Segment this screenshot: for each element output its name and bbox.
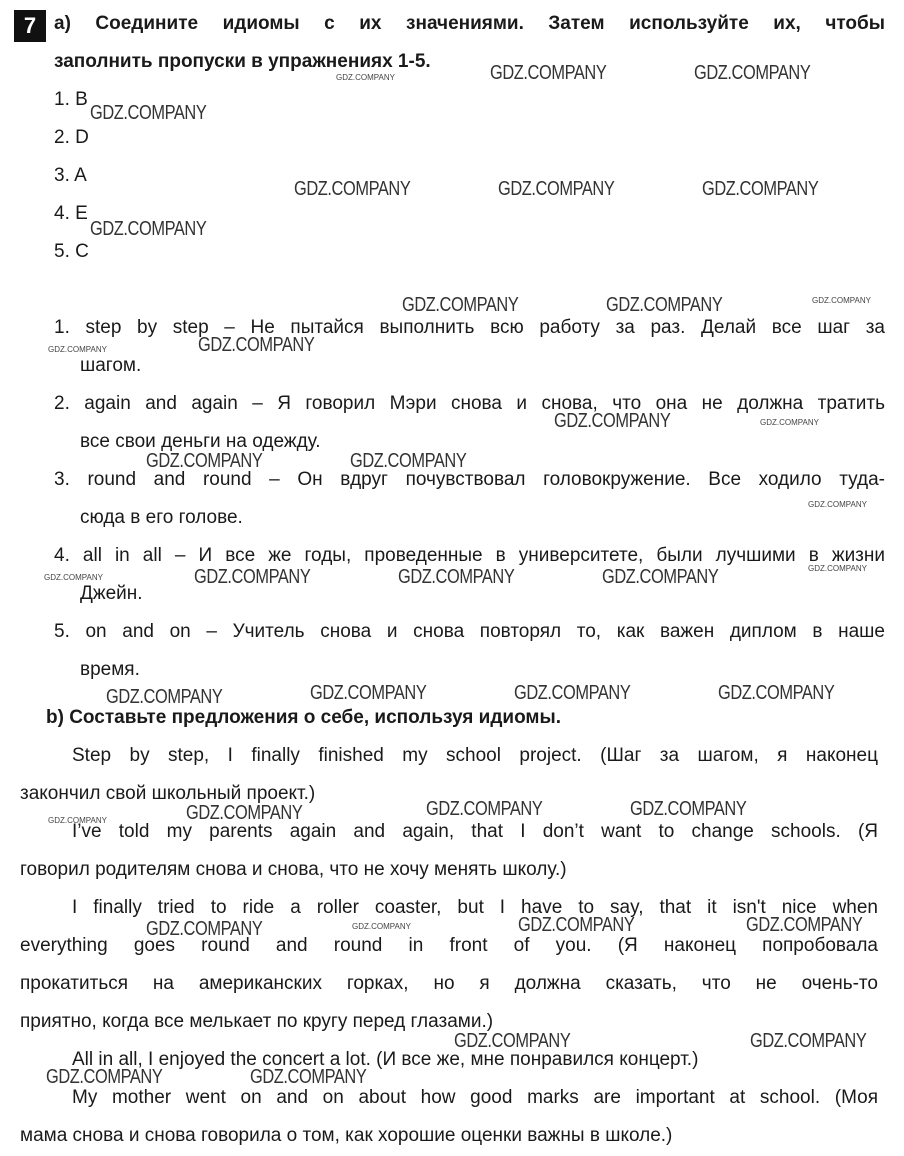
task-a-heading-line1: a) Соедините идиомы с их значениями. Затем используйте их, чтобы	[54, 13, 885, 34]
match-item: 5. C	[54, 241, 89, 262]
paragraph-line: закончил свой школьный проект.)	[20, 783, 316, 804]
match-item: 1. B	[54, 89, 88, 110]
task-a-heading-line2: заполнить пропуски в упражнениях 1-5.	[54, 51, 431, 72]
answer-line: сюда в его голове.	[80, 507, 243, 528]
watermark-small: GDZ.COMPANY	[812, 296, 871, 305]
watermark: GDZ.COMPANY	[194, 566, 311, 588]
watermark: GDZ.COMPANY	[718, 682, 835, 704]
match-item: 2. D	[54, 127, 89, 148]
watermark: GDZ.COMPANY	[606, 294, 723, 316]
paragraph-line: прокатиться на американских горках, но я должна сказать, что не очень-то	[20, 973, 878, 994]
paragraph-line: Step by step, I finally finished my school project. (Шаг за шагом, я наконец	[72, 745, 878, 766]
answer-line: 4. all in all – И все же годы, проведенные в университете, были лучшими в жизни	[54, 545, 885, 566]
answer-line: время.	[80, 659, 140, 680]
watermark: GDZ.COMPANY	[702, 178, 819, 200]
match-item: 4. E	[54, 203, 88, 224]
answer-line: 3. round and round – Он вдруг почувствовал головокружение. Все ходило туда-	[54, 469, 885, 490]
watermark-small: GDZ.COMPANY	[44, 573, 103, 582]
answer-line: Джейн.	[80, 583, 143, 604]
watermark: GDZ.COMPANY	[106, 686, 223, 708]
answer-line: все свои деньги на одежду.	[80, 431, 321, 452]
watermark: GDZ.COMPANY	[554, 410, 671, 432]
watermark: GDZ.COMPANY	[146, 450, 263, 472]
watermark: GDZ.COMPANY	[454, 1030, 571, 1052]
watermark: GDZ.COMPANY	[146, 918, 263, 940]
paragraph-line: everything goes round and round in front of you. (Я наконец попробовала	[20, 935, 878, 956]
watermark: GDZ.COMPANY	[90, 218, 207, 240]
watermark: GDZ.COMPANY	[490, 62, 607, 84]
watermark-small: GDZ.COMPANY	[48, 816, 107, 825]
watermark: GDZ.COMPANY	[198, 334, 315, 356]
watermark: GDZ.COMPANY	[46, 1066, 163, 1088]
paragraph-line: говорил родителям снова и снова, что не хочу менять школу.)	[20, 859, 567, 880]
paragraph-line: приятно, когда все мелькает по кругу перед глазами.)	[20, 1011, 494, 1032]
watermark: GDZ.COMPANY	[294, 178, 411, 200]
watermark: GDZ.COMPANY	[518, 914, 635, 936]
paragraph-line: My mother went on and on about how good marks are important at school. (Моя	[72, 1087, 878, 1108]
exercise-number-badge: 7	[14, 10, 46, 42]
watermark: GDZ.COMPANY	[186, 802, 303, 824]
watermark: GDZ.COMPANY	[402, 294, 519, 316]
answer-line: шагом.	[80, 355, 142, 376]
match-item: 3. A	[54, 165, 87, 186]
watermark-small: GDZ.COMPANY	[760, 418, 819, 427]
watermark: GDZ.COMPANY	[630, 798, 747, 820]
watermark: GDZ.COMPANY	[310, 682, 427, 704]
watermark-small: GDZ.COMPANY	[336, 73, 395, 82]
paragraph-line: I’ve told my parents again and again, that I don’t want to change schools. (Я	[72, 821, 878, 842]
paragraph-line: All in all, I enjoyed the concert a lot. (И все же, мне понравился концерт.)	[72, 1049, 699, 1070]
watermark: GDZ.COMPANY	[426, 798, 543, 820]
watermark: GDZ.COMPANY	[350, 450, 467, 472]
paragraph-line: мама снова и снова говорила о том, как хорошие оценки важны в школе.)	[20, 1125, 673, 1146]
task-b-heading: b) Составьте предложения о себе, используя идиомы.	[46, 707, 561, 728]
watermark-small: GDZ.COMPANY	[352, 922, 411, 931]
watermark: GDZ.COMPANY	[746, 914, 863, 936]
watermark-small: GDZ.COMPANY	[48, 345, 107, 354]
answer-line: 1. step by step – Не пытайся выполнить всю работу за раз. Делай все шаг за	[54, 317, 885, 338]
watermark-small: GDZ.COMPANY	[808, 564, 867, 573]
watermark: GDZ.COMPANY	[694, 62, 811, 84]
watermark: GDZ.COMPANY	[750, 1030, 867, 1052]
watermark: GDZ.COMPANY	[514, 682, 631, 704]
watermark: GDZ.COMPANY	[602, 566, 719, 588]
answer-line: 5. on and on – Учитель снова и снова повторял то, как важен диплом в наше	[54, 621, 885, 642]
watermark: GDZ.COMPANY	[498, 178, 615, 200]
watermark-small: GDZ.COMPANY	[808, 500, 867, 509]
watermark: GDZ.COMPANY	[90, 102, 207, 124]
paragraph-line: I finally tried to ride a roller coaster, but I have to say, that it isn't nice when	[72, 897, 878, 918]
watermark: GDZ.COMPANY	[398, 566, 515, 588]
watermark: GDZ.COMPANY	[250, 1066, 367, 1088]
answer-line: 2. again and again – Я говорил Мэри снова и снова, что она не должна тратить	[54, 393, 885, 414]
